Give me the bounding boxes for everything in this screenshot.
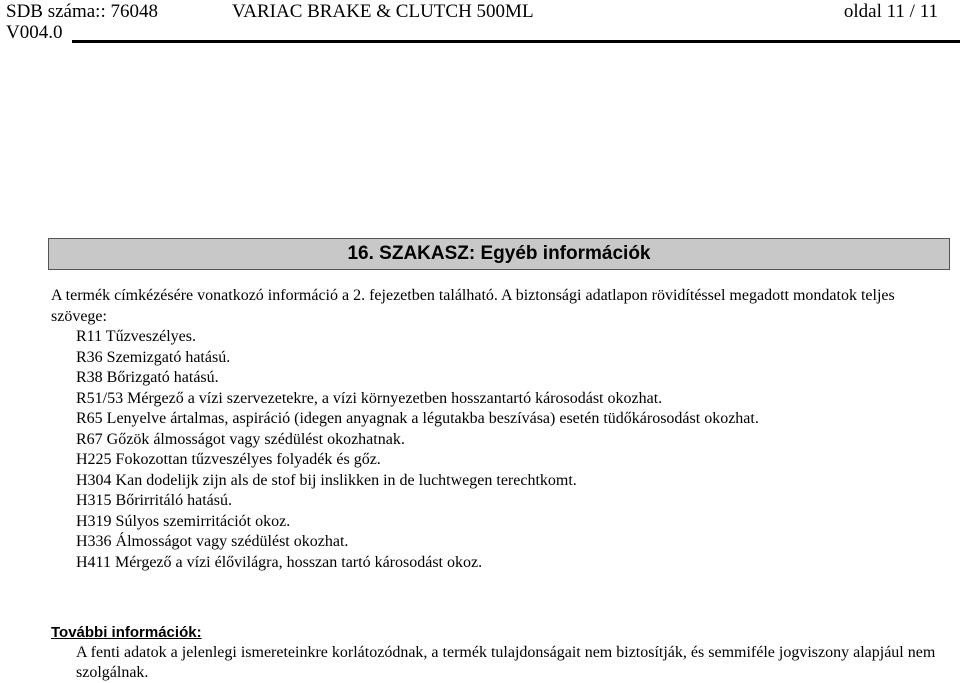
phrase-item: R51/53 Mérgező a vízi szervezetekre, a vízi környezetben hosszantartó károsodást okozhat. [76,389,663,407]
product-name: VARIAC BRAKE & CLUTCH 500ML [232,1,534,22]
phrase-item: H336 Álmosságot vagy szédülést okozhat. [76,533,349,550]
phrase-item: R65 Lenyelve ártalmas, aspiráció (idegen anyagnak a légutakba beszívása) esetén tüdőkárosodást okozhat. [76,410,759,427]
phrase-item: R11 Tűzveszélyes. [76,328,196,345]
page-indicator: oldal 11 / 11 [843,1,938,22]
section-body [51,286,941,573]
document-header [0,0,960,46]
sdb-number: SDB száma:: 76048 [6,1,158,22]
phrase-list [51,327,941,573]
version-number: V004.0 [6,22,63,43]
phrase-item: H304 Kan dodelijk zijn als de stof bij inslikken in de luchtwegen terechtkomt. [76,471,577,489]
section-title: 16. SZAKASZ: Egyéb információk [347,243,651,264]
further-info-heading: További információk: [51,624,202,641]
further-info-text: A fenti adatok a jelenlegi ismereteinkre korlátozódnak, a termék tulajdonságait nem biztosítják, és semmiféle jogviszony alapjául nem szolgálnak. [76,644,936,681]
intro-paragraph: A termék címkézésére vonatkozó információ a 2. fejezetben található. A biztonsági adatlapon rövidítéssel megadott mondatok teljes szövege: [51,287,895,325]
phrase-item: H225 Fokozottan tűzveszélyes folyadék és gőz. [76,451,381,468]
phrase-item: H315 Bőrirritáló hatású. [76,492,232,509]
header-rule [72,40,960,43]
phrase-item: R67 Gőzök álmosságot vagy szédülést okozhatnak. [76,430,405,448]
phrase-item: R38 Bőrizgató hatású. [76,369,219,386]
further-info-block [51,623,941,683]
phrase-item: R36 Szemizgató hatású. [76,348,231,366]
phrase-item: H319 Súlyos szemirritációt okoz. [76,512,291,530]
phrase-item: H411 Mérgező a vízi élővilágra, hosszan tartó károsodást okoz. [76,553,483,571]
section-title-bar [48,238,950,270]
